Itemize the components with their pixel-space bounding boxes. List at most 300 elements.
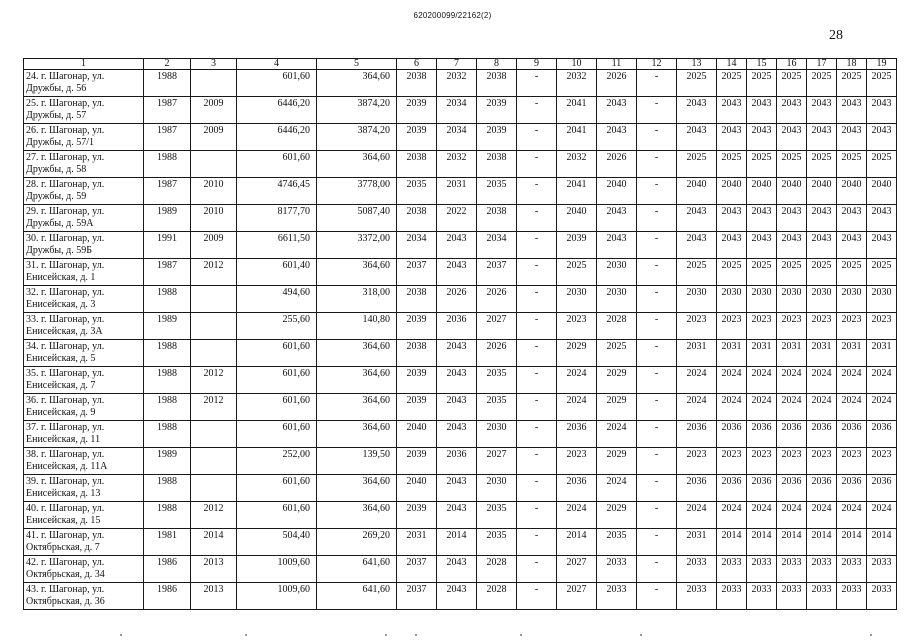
table-row — [24, 367, 897, 394]
value-cell: 1988 — [144, 286, 191, 313]
address-cell: 32. г. Шагонар, ул. Енисейская, д. 3 — [24, 286, 144, 313]
value-cell: 2033 — [677, 556, 717, 583]
value-cell: 2043 — [437, 583, 477, 610]
value-cell: 2029 — [597, 394, 637, 421]
value-cell: 2028 — [477, 556, 517, 583]
value-cell: 2014 — [557, 529, 597, 556]
value-cell: 2025 — [777, 259, 807, 286]
value-cell: 2038 — [397, 70, 437, 97]
value-cell: 1987 — [144, 97, 191, 124]
value-cell: 2036 — [837, 421, 867, 448]
value-cell: 2043 — [597, 205, 637, 232]
value-cell: 2041 — [557, 124, 597, 151]
value-cell: 2043 — [867, 124, 897, 151]
table-row — [24, 340, 897, 367]
column-number: 18 — [837, 59, 867, 70]
value-cell — [191, 340, 237, 367]
value-cell: 2031 — [717, 340, 747, 367]
value-cell: - — [517, 583, 557, 610]
value-cell: 2014 — [437, 529, 477, 556]
value-cell: 494,60 — [237, 286, 317, 313]
value-cell: - — [637, 556, 677, 583]
value-cell: 364,60 — [317, 421, 397, 448]
value-cell: 2043 — [747, 232, 777, 259]
value-cell: 2037 — [397, 583, 437, 610]
value-cell: 2033 — [677, 583, 717, 610]
value-cell: 2039 — [477, 97, 517, 124]
value-cell: 2043 — [807, 124, 837, 151]
value-cell: 2038 — [477, 205, 517, 232]
address-cell: 42. г. Шагонар, ул. Октябрьская, д. 34 — [24, 556, 144, 583]
value-cell: 364,60 — [317, 475, 397, 502]
value-cell: 2024 — [747, 367, 777, 394]
value-cell: 2023 — [867, 313, 897, 340]
address-cell: 29. г. Шагонар, ул. Дружбы, д. 59А — [24, 205, 144, 232]
value-cell: 2032 — [557, 70, 597, 97]
value-cell: 2030 — [477, 475, 517, 502]
value-cell: 2030 — [717, 286, 747, 313]
value-cell: 2038 — [477, 70, 517, 97]
column-number: 6 — [397, 59, 437, 70]
value-cell: 1986 — [144, 556, 191, 583]
value-cell: 1981 — [144, 529, 191, 556]
value-cell: 2023 — [807, 313, 837, 340]
value-cell: 2036 — [677, 421, 717, 448]
value-cell: 2023 — [777, 448, 807, 475]
value-cell: - — [517, 367, 557, 394]
column-number: 16 — [777, 59, 807, 70]
table-row — [24, 286, 897, 313]
value-cell: 601,60 — [237, 151, 317, 178]
value-cell: 2013 — [191, 583, 237, 610]
value-cell: - — [637, 367, 677, 394]
value-cell: 4746,45 — [237, 178, 317, 205]
value-cell — [191, 448, 237, 475]
value-cell: 2025 — [867, 151, 897, 178]
value-cell: 2043 — [437, 259, 477, 286]
value-cell: 2031 — [777, 340, 807, 367]
value-cell: - — [517, 421, 557, 448]
value-cell: 2022 — [437, 205, 477, 232]
value-cell: 2026 — [477, 286, 517, 313]
value-cell: 139,50 — [317, 448, 397, 475]
value-cell: 364,60 — [317, 259, 397, 286]
value-cell — [191, 70, 237, 97]
table-row — [24, 529, 897, 556]
value-cell: 2040 — [397, 421, 437, 448]
value-cell: 2028 — [477, 583, 517, 610]
address-cell: 37. г. Шагонар, ул. Енисейская, д. 11 — [24, 421, 144, 448]
value-cell: 2009 — [191, 97, 237, 124]
value-cell: 3874,20 — [317, 97, 397, 124]
value-cell: 2025 — [747, 259, 777, 286]
value-cell: 2036 — [807, 475, 837, 502]
table-row — [24, 97, 897, 124]
value-cell: 2030 — [867, 286, 897, 313]
value-cell: 1988 — [144, 502, 191, 529]
value-cell: 2043 — [837, 232, 867, 259]
value-cell: 2024 — [677, 367, 717, 394]
value-cell: 1988 — [144, 421, 191, 448]
value-cell: 2031 — [807, 340, 837, 367]
value-cell: 364,60 — [317, 367, 397, 394]
value-cell: 2025 — [677, 259, 717, 286]
value-cell: 2024 — [717, 367, 747, 394]
value-cell: 2035 — [477, 502, 517, 529]
value-cell: 2043 — [437, 394, 477, 421]
value-cell: 2040 — [557, 205, 597, 232]
value-cell: - — [637, 286, 677, 313]
value-cell: 2027 — [557, 583, 597, 610]
value-cell: - — [517, 286, 557, 313]
value-cell: 2043 — [747, 124, 777, 151]
value-cell: 2026 — [437, 286, 477, 313]
value-cell: 6446,20 — [237, 124, 317, 151]
value-cell: 2014 — [777, 529, 807, 556]
table-row — [24, 556, 897, 583]
value-cell: 2029 — [557, 340, 597, 367]
value-cell: - — [637, 583, 677, 610]
value-cell: 601,40 — [237, 259, 317, 286]
value-cell: 2043 — [837, 205, 867, 232]
value-cell: 2043 — [747, 97, 777, 124]
value-cell: 2043 — [777, 205, 807, 232]
value-cell: 2009 — [191, 124, 237, 151]
value-cell: 2038 — [397, 151, 437, 178]
value-cell — [191, 421, 237, 448]
column-number-row — [24, 59, 897, 70]
address-cell: 28. г. Шагонар, ул. Дружбы, д. 59 — [24, 178, 144, 205]
value-cell: 2033 — [867, 556, 897, 583]
value-cell: 2012 — [191, 259, 237, 286]
column-number: 12 — [637, 59, 677, 70]
value-cell: 2024 — [777, 502, 807, 529]
value-cell: 2033 — [717, 583, 747, 610]
value-cell: 364,60 — [317, 70, 397, 97]
table-row — [24, 259, 897, 286]
value-cell: 2023 — [747, 313, 777, 340]
address-cell: 31. г. Шагонар, ул. Енисейская, д. 1 — [24, 259, 144, 286]
value-cell: 1986 — [144, 583, 191, 610]
address-cell: 27. г. Шагонар, ул. Дружбы, д. 58 — [24, 151, 144, 178]
value-cell: 2038 — [397, 340, 437, 367]
value-cell: 2043 — [437, 421, 477, 448]
value-cell: - — [517, 97, 557, 124]
value-cell: 2030 — [597, 259, 637, 286]
value-cell: 2031 — [837, 340, 867, 367]
value-cell: 2024 — [677, 394, 717, 421]
value-cell: 2025 — [837, 151, 867, 178]
value-cell: - — [517, 205, 557, 232]
value-cell: 1991 — [144, 232, 191, 259]
value-cell: 2030 — [557, 286, 597, 313]
table-row — [24, 232, 897, 259]
value-cell: 2025 — [837, 70, 867, 97]
address-cell: 26. г. Шагонар, ул. Дружбы, д. 57/1 — [24, 124, 144, 151]
value-cell: 2031 — [437, 178, 477, 205]
value-cell: 2043 — [437, 367, 477, 394]
scan-edge-artifacts — [0, 630, 905, 640]
value-cell: 2025 — [717, 151, 747, 178]
value-cell: 601,60 — [237, 340, 317, 367]
value-cell: 2024 — [807, 502, 837, 529]
value-cell: 2043 — [717, 97, 747, 124]
column-number: 10 — [557, 59, 597, 70]
table-row — [24, 448, 897, 475]
value-cell: 2039 — [397, 97, 437, 124]
value-cell: 2030 — [747, 286, 777, 313]
value-cell — [191, 286, 237, 313]
value-cell: 364,60 — [317, 502, 397, 529]
value-cell: 2031 — [677, 529, 717, 556]
value-cell: 2024 — [717, 394, 747, 421]
value-cell: - — [517, 475, 557, 502]
table-row — [24, 70, 897, 97]
value-cell: 2025 — [807, 151, 837, 178]
value-cell: 601,60 — [237, 475, 317, 502]
value-cell: 2036 — [437, 448, 477, 475]
value-cell: 2025 — [807, 70, 837, 97]
value-cell: 364,60 — [317, 151, 397, 178]
value-cell: 2034 — [477, 232, 517, 259]
address-cell: 30. г. Шагонар, ул. Дружбы, д. 59Б — [24, 232, 144, 259]
value-cell: 2025 — [717, 259, 747, 286]
value-cell: 2025 — [777, 151, 807, 178]
value-cell: 2025 — [867, 70, 897, 97]
value-cell: 1989 — [144, 448, 191, 475]
value-cell: 2012 — [191, 502, 237, 529]
address-cell: 43. г. Шагонар, ул. Октябрьская, д. 36 — [24, 583, 144, 610]
value-cell: 2039 — [397, 367, 437, 394]
value-cell: 601,60 — [237, 367, 317, 394]
value-cell: 5087,40 — [317, 205, 397, 232]
table-row — [24, 394, 897, 421]
value-cell: 2023 — [677, 448, 717, 475]
value-cell: 2043 — [777, 124, 807, 151]
value-cell: 2033 — [747, 583, 777, 610]
value-cell: 2040 — [397, 475, 437, 502]
value-cell: 2039 — [557, 232, 597, 259]
value-cell: 140,80 — [317, 313, 397, 340]
value-cell: 2024 — [867, 502, 897, 529]
value-cell: 2040 — [747, 178, 777, 205]
value-cell: 252,00 — [237, 448, 317, 475]
address-cell: 33. г. Шагонар, ул. Енисейская, д. 3А — [24, 313, 144, 340]
value-cell: 2023 — [777, 313, 807, 340]
value-cell: 2034 — [397, 232, 437, 259]
value-cell: 2036 — [717, 475, 747, 502]
value-cell: 2032 — [557, 151, 597, 178]
value-cell: 2026 — [597, 151, 637, 178]
value-cell: 2023 — [717, 313, 747, 340]
value-cell: 2024 — [557, 394, 597, 421]
value-cell: 2043 — [777, 97, 807, 124]
address-cell: 41. г. Шагонар, ул. Октябрьская, д. 7 — [24, 529, 144, 556]
value-cell: 2036 — [557, 421, 597, 448]
value-cell: 601,60 — [237, 70, 317, 97]
value-cell: - — [517, 70, 557, 97]
value-cell: 1988 — [144, 70, 191, 97]
value-cell: 2030 — [597, 286, 637, 313]
value-cell: 2033 — [867, 583, 897, 610]
value-cell: 1989 — [144, 205, 191, 232]
value-cell: 2043 — [807, 205, 837, 232]
value-cell: 2031 — [397, 529, 437, 556]
value-cell: 2043 — [867, 232, 897, 259]
value-cell: 2029 — [597, 502, 637, 529]
value-cell: 2023 — [807, 448, 837, 475]
value-cell: 2033 — [747, 556, 777, 583]
table-row — [24, 421, 897, 448]
column-number: 3 — [191, 59, 237, 70]
value-cell: 2014 — [867, 529, 897, 556]
value-cell: 6611,50 — [237, 232, 317, 259]
document-id: 620200099/22162(2) — [413, 11, 492, 20]
value-cell: - — [517, 151, 557, 178]
value-cell: 2032 — [437, 70, 477, 97]
value-cell: - — [517, 529, 557, 556]
value-cell: - — [517, 394, 557, 421]
value-cell: 2026 — [477, 340, 517, 367]
value-cell: 2043 — [677, 232, 717, 259]
value-cell: 601,60 — [237, 421, 317, 448]
value-cell: 318,00 — [317, 286, 397, 313]
value-cell: 8177,70 — [237, 205, 317, 232]
column-number: 5 — [317, 59, 397, 70]
value-cell: 2024 — [837, 367, 867, 394]
value-cell: - — [517, 124, 557, 151]
value-cell: 2043 — [717, 124, 747, 151]
value-cell: 3778,00 — [317, 178, 397, 205]
value-cell: 2014 — [717, 529, 747, 556]
value-cell: 3874,20 — [317, 124, 397, 151]
value-cell: 2024 — [807, 367, 837, 394]
value-cell: 2040 — [677, 178, 717, 205]
value-cell: 2012 — [191, 367, 237, 394]
column-number: 4 — [237, 59, 317, 70]
value-cell: 2043 — [837, 97, 867, 124]
value-cell: 2038 — [397, 286, 437, 313]
value-cell: 2024 — [867, 367, 897, 394]
value-cell: 2043 — [867, 97, 897, 124]
value-cell: 2031 — [867, 340, 897, 367]
value-cell: 2027 — [557, 556, 597, 583]
value-cell: 2036 — [717, 421, 747, 448]
value-cell: - — [637, 448, 677, 475]
value-cell: 2038 — [397, 205, 437, 232]
value-cell: 2043 — [677, 205, 717, 232]
value-cell: - — [637, 259, 677, 286]
value-cell: 1987 — [144, 124, 191, 151]
value-cell — [191, 151, 237, 178]
table-row — [24, 205, 897, 232]
value-cell: 2014 — [747, 529, 777, 556]
value-cell: - — [517, 259, 557, 286]
value-cell: - — [637, 340, 677, 367]
address-cell: 35. г. Шагонар, ул. Енисейская, д. 7 — [24, 367, 144, 394]
value-cell: 2043 — [437, 340, 477, 367]
value-cell: 2036 — [437, 313, 477, 340]
value-cell: 2043 — [597, 124, 637, 151]
value-cell: - — [637, 178, 677, 205]
address-cell: 38. г. Шагонар, ул. Енисейская, д. 11А — [24, 448, 144, 475]
value-cell: 2039 — [397, 313, 437, 340]
value-cell: 1988 — [144, 475, 191, 502]
address-cell: 39. г. Шагонар, ул. Енисейская, д. 13 — [24, 475, 144, 502]
value-cell: 2024 — [677, 502, 717, 529]
value-cell: 2039 — [397, 124, 437, 151]
value-cell: 2031 — [677, 340, 717, 367]
value-cell: 2043 — [717, 232, 747, 259]
value-cell: 2024 — [747, 502, 777, 529]
value-cell: 2033 — [807, 583, 837, 610]
value-cell: - — [517, 502, 557, 529]
value-cell: 2024 — [717, 502, 747, 529]
value-cell: 2010 — [191, 178, 237, 205]
value-cell: - — [637, 70, 677, 97]
value-cell: 2030 — [807, 286, 837, 313]
value-cell: 2023 — [867, 448, 897, 475]
value-cell: 2037 — [397, 259, 437, 286]
value-cell: 1009,60 — [237, 556, 317, 583]
value-cell: 2033 — [837, 583, 867, 610]
value-cell: 2025 — [837, 259, 867, 286]
value-cell: 2035 — [477, 394, 517, 421]
value-cell: 2033 — [597, 583, 637, 610]
value-cell: - — [637, 475, 677, 502]
value-cell: 2036 — [747, 475, 777, 502]
value-cell: 2023 — [677, 313, 717, 340]
value-cell: 2043 — [597, 232, 637, 259]
value-cell: 2036 — [747, 421, 777, 448]
value-cell: 1989 — [144, 313, 191, 340]
value-cell: 2041 — [557, 178, 597, 205]
value-cell: 2043 — [437, 502, 477, 529]
value-cell: 2043 — [437, 556, 477, 583]
value-cell: 2028 — [597, 313, 637, 340]
value-cell: 2043 — [677, 97, 717, 124]
value-cell: 2025 — [867, 259, 897, 286]
table-row — [24, 475, 897, 502]
value-cell: 2036 — [837, 475, 867, 502]
value-cell: 2024 — [867, 394, 897, 421]
address-cell: 25. г. Шагонар, ул. Дружбы, д. 57 — [24, 97, 144, 124]
value-cell: 2043 — [437, 232, 477, 259]
value-cell: 1987 — [144, 259, 191, 286]
value-cell: - — [517, 232, 557, 259]
value-cell: 2024 — [557, 367, 597, 394]
value-cell: 2043 — [807, 232, 837, 259]
column-number: 1 — [24, 59, 144, 70]
value-cell: 2043 — [677, 124, 717, 151]
value-cell: - — [637, 205, 677, 232]
value-cell: 601,60 — [237, 502, 317, 529]
value-cell: 2025 — [677, 70, 717, 97]
value-cell: - — [637, 313, 677, 340]
value-cell: 2029 — [597, 448, 637, 475]
value-cell: 364,60 — [317, 394, 397, 421]
address-cell: 40. г. Шагонар, ул. Енисейская, д. 15 — [24, 502, 144, 529]
column-number: 11 — [597, 59, 637, 70]
value-cell: 2043 — [597, 97, 637, 124]
value-cell: 3372,00 — [317, 232, 397, 259]
value-cell: 2025 — [717, 70, 747, 97]
column-number: 15 — [747, 59, 777, 70]
value-cell: 2039 — [397, 502, 437, 529]
value-cell: 2033 — [807, 556, 837, 583]
value-cell: 2033 — [717, 556, 747, 583]
value-cell: - — [517, 313, 557, 340]
